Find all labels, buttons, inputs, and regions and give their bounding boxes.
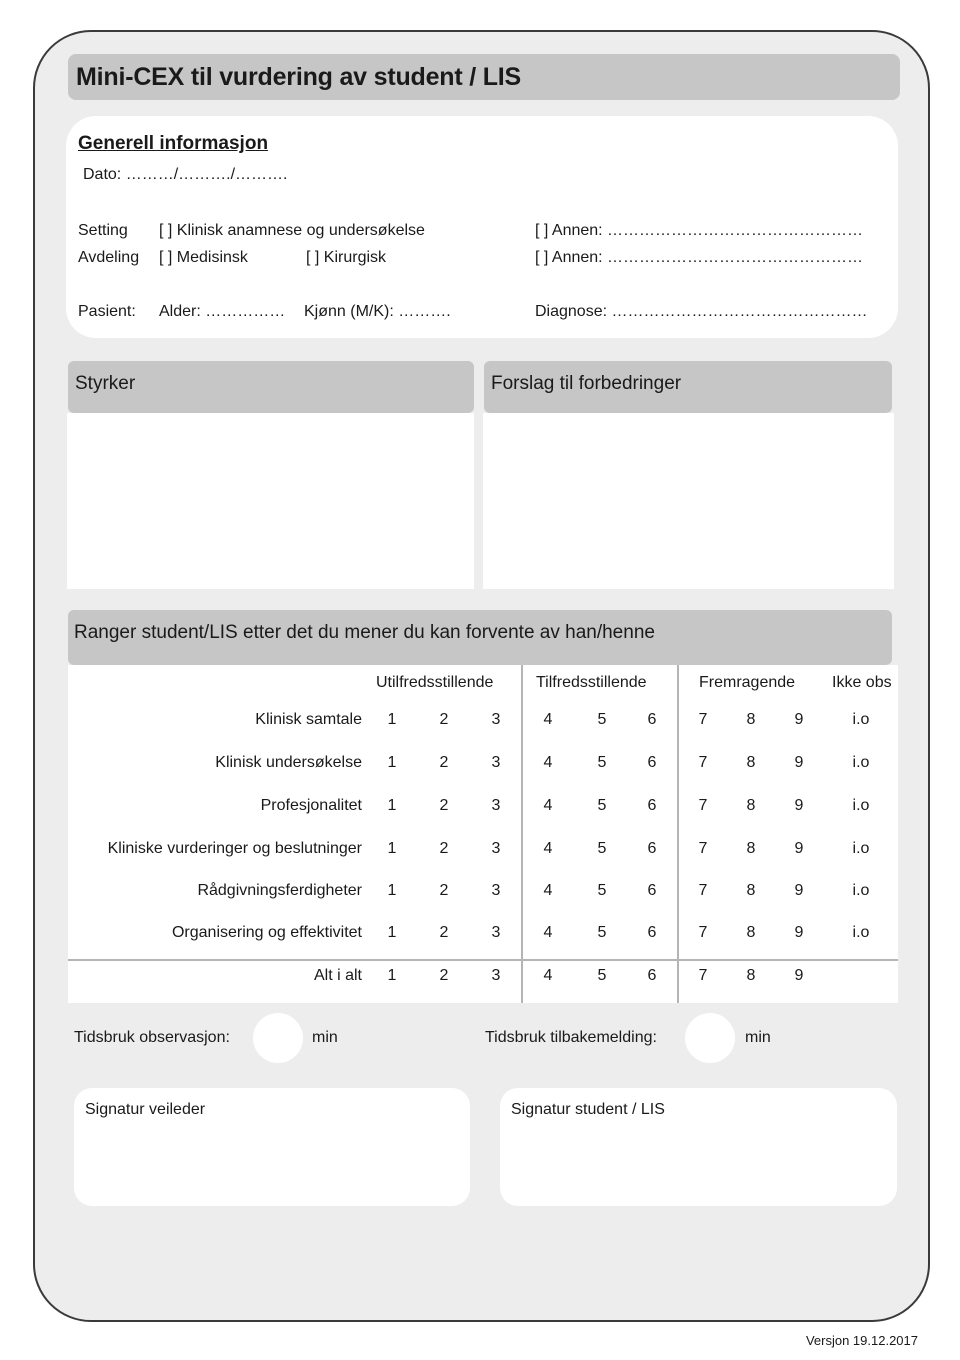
rating-score-option[interactable]: 2 [439, 797, 449, 814]
improvements-heading: Forslag til forbedringer [491, 373, 682, 394]
diagnosis-field[interactable]: Diagnose: ………………………………………… [535, 303, 868, 320]
rating-score-option[interactable]: 1 [387, 924, 397, 941]
rating-score-option[interactable]: 7 [698, 924, 708, 941]
rating-score-option[interactable]: 4 [543, 754, 553, 771]
supervisor-signature-box[interactable] [74, 1088, 470, 1206]
rating-score-option[interactable]: 3 [491, 924, 501, 941]
feedback-time-input[interactable] [685, 1013, 735, 1063]
setting-clinical-checkbox[interactable]: [ ] Klinisk anamnese og undersøkelse [159, 222, 425, 239]
group-header-not-observed: Ikke obs [832, 674, 892, 691]
rating-total-score-option[interactable]: 3 [491, 967, 501, 984]
rating-score-option[interactable]: 1 [387, 754, 397, 771]
rating-score-option[interactable]: 4 [543, 711, 553, 728]
rating-score-option[interactable]: 5 [597, 924, 607, 941]
rating-score-option[interactable]: 5 [597, 797, 607, 814]
rating-score-option[interactable]: 9 [794, 797, 804, 814]
date-field[interactable]: Dato: ………/………./………. [83, 166, 288, 183]
rating-score-option[interactable]: 1 [387, 840, 397, 857]
observation-time-input[interactable] [253, 1013, 303, 1063]
rating-score-option[interactable]: 6 [647, 840, 657, 857]
general-info-heading: Generell informasjon [78, 133, 269, 154]
title-bar [68, 54, 900, 100]
group-divider [677, 665, 679, 1003]
department-label: Avdeling [78, 249, 140, 266]
total-divider [68, 959, 898, 961]
rating-score-option[interactable]: 8 [746, 840, 756, 857]
rating-not-observed-option[interactable]: i.o [852, 882, 870, 899]
rating-score-option[interactable]: 9 [794, 924, 804, 941]
rating-not-observed-option[interactable]: i.o [852, 840, 870, 857]
rating-score-option[interactable]: 3 [491, 797, 501, 814]
rating-score-option[interactable]: 4 [543, 797, 553, 814]
strengths-textarea[interactable] [67, 413, 474, 589]
rating-score-option[interactable]: 3 [491, 711, 501, 728]
rating-row-label: Klinisk samtale [255, 711, 362, 728]
department-other-checkbox[interactable]: [ ] Annen: ………………………………………… [535, 249, 864, 266]
rating-score-option[interactable]: 2 [439, 711, 449, 728]
rating-row-label: Profesjonalitet [260, 797, 362, 814]
rating-total-label: Alt i alt [313, 967, 362, 984]
rating-score-option[interactable]: 6 [647, 711, 657, 728]
department-medical-checkbox[interactable]: [ ] Medisinsk [159, 249, 248, 266]
rating-score-option[interactable]: 4 [543, 840, 553, 857]
rating-total-score-option[interactable]: 6 [647, 967, 657, 984]
observation-time-unit: min [312, 1029, 338, 1046]
rating-score-option[interactable]: 8 [746, 882, 756, 899]
observation-time-label: Tidsbruk observasjon: [74, 1029, 230, 1046]
rating-total-score-option[interactable]: 9 [794, 967, 804, 984]
patient-label: Pasient: [78, 303, 136, 320]
rating-total-score-option[interactable]: 1 [387, 967, 397, 984]
rating-score-option[interactable]: 5 [597, 754, 607, 771]
rating-not-observed-option[interactable]: i.o [852, 797, 870, 814]
rating-score-option[interactable]: 6 [647, 797, 657, 814]
rating-row-label: Organisering og effektivitet [171, 924, 362, 941]
group-header-unsatisfactory: Utilfredsstillende [376, 674, 494, 691]
group-header-excellent: Fremragende [699, 674, 796, 691]
sex-field[interactable]: Kjønn (M/K): ………. [304, 303, 451, 320]
age-field[interactable]: Alder: …………… [159, 303, 286, 320]
improvements-header [484, 361, 892, 413]
rating-score-option[interactable]: 5 [597, 840, 607, 857]
general-info-section [66, 116, 898, 338]
form-title: Mini-CEX til vurdering av student / LIS [76, 63, 522, 91]
rating-score-option[interactable]: 9 [794, 711, 804, 728]
rating-total-score-option[interactable]: 4 [543, 967, 553, 984]
rating-row-label: Kliniske vurderinger og beslutninger [107, 840, 362, 857]
rating-score-option[interactable]: 2 [439, 924, 449, 941]
rating-score-option[interactable]: 3 [491, 754, 501, 771]
rating-row-label: Rådgivningsferdigheter [197, 882, 362, 899]
rating-score-option[interactable]: 7 [698, 840, 708, 857]
rating-table [68, 665, 898, 1003]
strengths-heading: Styrker [75, 373, 136, 394]
group-divider [521, 665, 523, 1003]
rating-score-option[interactable]: 7 [698, 711, 708, 728]
feedback-time-label: Tidsbruk tilbakemelding: [485, 1029, 657, 1046]
rating-score-option[interactable]: 6 [647, 754, 657, 771]
rating-score-option[interactable]: 3 [491, 882, 501, 899]
rating-score-option[interactable]: 8 [746, 797, 756, 814]
setting-label: Setting [78, 222, 128, 239]
rating-heading: Ranger student/LIS etter det du mener du kan forvente av han/henne [74, 622, 655, 643]
rating-score-option[interactable]: 7 [698, 797, 708, 814]
rating-score-option[interactable]: 3 [491, 840, 501, 857]
rating-score-option[interactable]: 8 [746, 924, 756, 941]
rating-score-option[interactable]: 4 [543, 882, 553, 899]
student-signature-label: Signatur student / LIS [511, 1101, 665, 1118]
rating-score-option[interactable]: 2 [439, 882, 449, 899]
rating-score-option[interactable]: 2 [439, 754, 449, 771]
rating-score-option[interactable]: 1 [387, 882, 397, 899]
rating-score-option[interactable]: 5 [597, 882, 607, 899]
rating-score-option[interactable]: 8 [746, 754, 756, 771]
rating-total-score-option[interactable]: 7 [698, 967, 708, 984]
feedback-time-unit: min [745, 1029, 771, 1046]
rating-not-observed-option[interactable]: i.o [852, 711, 870, 728]
rating-score-option[interactable]: 8 [746, 711, 756, 728]
version-label: Versjon 19.12.2017 [805, 1333, 918, 1348]
rating-not-observed-option[interactable]: i.o [852, 754, 870, 771]
rating-score-option[interactable]: 6 [647, 924, 657, 941]
rating-score-option[interactable]: 5 [597, 711, 607, 728]
improvements-textarea[interactable] [483, 413, 894, 589]
rating-row-label: Klinisk undersøkelse [215, 754, 362, 771]
setting-other-checkbox[interactable]: [ ] Annen: ………………………………………… [535, 222, 864, 239]
supervisor-signature-label: Signatur veileder [85, 1101, 206, 1118]
rating-score-option[interactable]: 9 [794, 840, 804, 857]
rating-total-score-option[interactable]: 8 [746, 967, 756, 984]
rating-score-option[interactable]: 2 [439, 840, 449, 857]
group-header-satisfactory: Tilfredsstillende [536, 674, 647, 691]
rating-score-option[interactable]: 1 [387, 797, 397, 814]
rating-score-option[interactable]: 9 [794, 754, 804, 771]
student-signature-box[interactable] [500, 1088, 897, 1206]
rating-total-score-option[interactable]: 5 [597, 967, 607, 984]
rating-score-option[interactable]: 7 [698, 754, 708, 771]
rating-score-option[interactable]: 9 [794, 882, 804, 899]
rating-score-option[interactable]: 7 [698, 882, 708, 899]
rating-score-option[interactable]: 6 [647, 882, 657, 899]
strengths-header [68, 361, 474, 413]
rating-score-option[interactable]: 4 [543, 924, 553, 941]
rating-not-observed-option[interactable]: i.o [852, 924, 870, 941]
rating-score-option[interactable]: 1 [387, 711, 397, 728]
rating-total-score-option[interactable]: 2 [439, 967, 449, 984]
rating-header [68, 610, 892, 665]
department-surgical-checkbox[interactable]: [ ] Kirurgisk [306, 249, 387, 266]
